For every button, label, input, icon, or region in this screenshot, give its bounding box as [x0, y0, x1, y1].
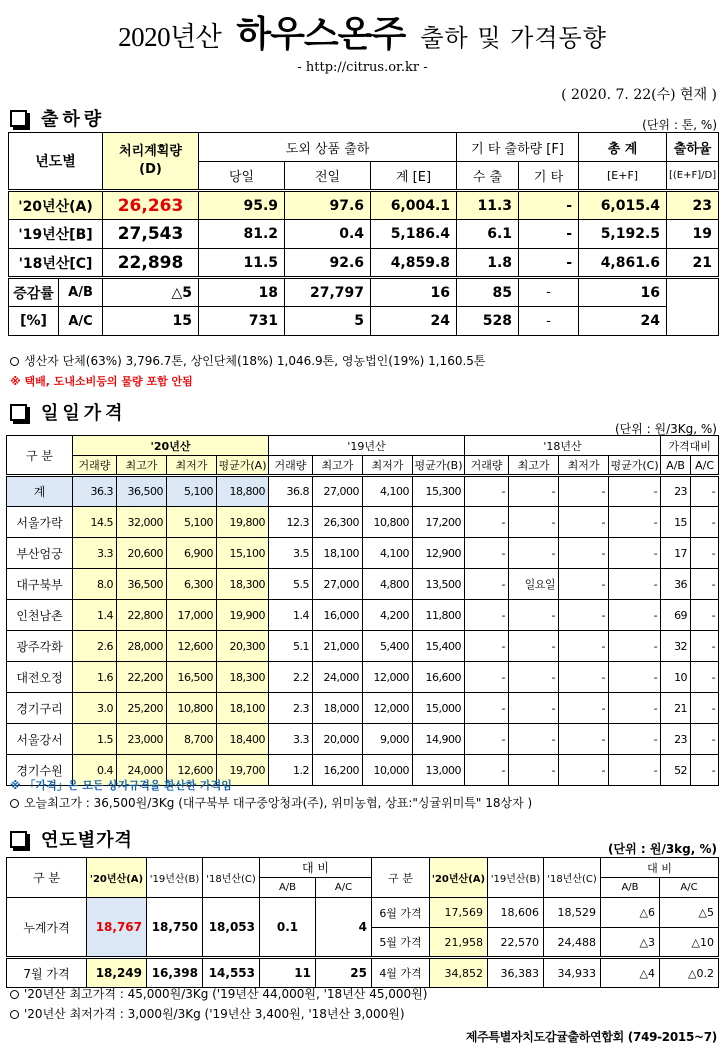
title-brand: 하우스온주 — [236, 14, 406, 55]
cell-v18: - — [465, 724, 509, 755]
title-rest: 출하 및 가격동향 — [420, 24, 607, 52]
cell-ab: 69 — [661, 600, 691, 631]
cell-ab: 15 — [661, 507, 691, 538]
cell-max19: 16,000 — [313, 600, 363, 631]
cell-min19: 9,000 — [363, 724, 413, 755]
cell-min19: 4,100 — [363, 538, 413, 569]
yearly-section-heading: 연도별가격 — [10, 827, 133, 851]
cell-avg18: - — [609, 631, 661, 662]
cell-v19: 3.3 — [269, 724, 313, 755]
yearly-min-note: '20년산 최저가격 : 3,000원/3Kg ('19년산 3,400원, '18년산 3,000원) — [10, 1005, 405, 1022]
cell-v19: 2.3 — [269, 693, 313, 724]
cell-v20: 3.3 — [73, 538, 117, 569]
col-today: 당일 — [199, 162, 285, 191]
cell-max20: 24,000 — [117, 755, 167, 786]
cell-ab: 52 — [661, 755, 691, 786]
cell-avg18: - — [609, 693, 661, 724]
table-row — [7, 724, 719, 755]
cell-max19: 18,000 — [313, 693, 363, 724]
table-row: '19년산[B] 27,543 81.2 0.4 5,186.4 6.1 - 5,192.5 19 — [9, 220, 719, 249]
cell-ac: - — [691, 476, 719, 507]
cell-ac: - — [691, 538, 719, 569]
cell-v19: 36.8 — [269, 476, 313, 507]
cell-avg18: - — [609, 507, 661, 538]
cell-v20: 14.5 — [73, 507, 117, 538]
cell-v20: 36.3 — [73, 476, 117, 507]
cell-avg20: 20,300 — [217, 631, 269, 662]
cell-min20: 16,500 — [167, 662, 217, 693]
cell-max19: 24,000 — [313, 662, 363, 693]
daily-price-table: 구 분 '20년산 '19년산 '18년산 가격대비 거래량 최고가 최저가 평균가(A) 거래량 최고가 최저가 평균가(B) 거래량 최고가 최저가 평균가(C) A/B A/C 계 36.3 36,500 5,100 18,800 36.8 27,000 4,100 15,300 - - - - 23 - 서울가락 14.5 32,000 5,100 19,800 12.3 26,300 10,800 17,200 - - - - 15 - 부산엄궁 3.3 20,600 6,900 15,100 3.5 18,100 4,100 12,900 - - - - 17 - 대구북부 8.0 36,500 6,300 18,300 5.5 27,000 4,800 13,500 - 일요일 - - 36 - 인천남촌 1.4 22,800 17,000 19,900 1.4 16,000 4,200 11,800 - - - - 69 - 광주각화 2.6 28,000 12,600 20,300 5.1 21,000 5,400 15,400 - - - - 32 - 대전오정 1.6 22,200 16,500 18,300 2.2 24,000 12,000 16,600 - - - - 10 - 경기구리 3.0 25,200 10,800 18,100 2.3 18,000 12,000 15,000 - - - - 21 - 서울강서 1.5 23,000 8,700 18,400 3.3 20,000 9,000 14,900 - - - - 23 - 경기수원 0.4 24,000 12,600 19,700 1.2 16,200 10,000 13,000 - - - - 52 - — [6, 435, 719, 786]
table-row: 4월 가격 34,852 36,383 34,933 △4 △0.2 — [372, 958, 719, 988]
cell-avg19: 12,900 — [413, 538, 465, 569]
cell-v19: 5.1 — [269, 631, 313, 662]
cell-avg20: 19,800 — [217, 507, 269, 538]
cell-min19: 10,800 — [363, 507, 413, 538]
table-row: [%] A/C 15 731 5 24 528 - 24 — [9, 307, 719, 336]
col-y20: '20년산 — [73, 436, 269, 456]
cell-v19: 12.3 — [269, 507, 313, 538]
table-row — [7, 631, 719, 662]
cell-ac: - — [691, 569, 719, 600]
table-row — [7, 693, 719, 724]
circle-bullet-icon — [10, 990, 19, 999]
site-url[interactable]: - http://citrus.or.kr - — [297, 60, 428, 75]
cell-max20: 25,200 — [117, 693, 167, 724]
cell-ab: 23 — [661, 724, 691, 755]
cell-v18: - — [465, 662, 509, 693]
cell-min19: 4,800 — [363, 569, 413, 600]
cell-min20: 6,900 — [167, 538, 217, 569]
cell-avg20: 19,700 — [217, 755, 269, 786]
cell-avg19: 16,600 — [413, 662, 465, 693]
col-y18: '18년산 — [465, 436, 661, 456]
cell-v19: 5.5 — [269, 569, 313, 600]
cell-market: 경기수원 — [7, 755, 73, 786]
cell-max20: 22,200 — [117, 662, 167, 693]
cell-avg18: - — [609, 662, 661, 693]
cell-max20: 36,500 — [117, 476, 167, 507]
cell-market: 대전오정 — [7, 662, 73, 693]
cell-avg19: 15,300 — [413, 476, 465, 507]
circle-bullet-icon — [10, 357, 19, 366]
cell-v18: - — [465, 476, 509, 507]
table-row — [7, 569, 719, 600]
cell-max20: 22,800 — [117, 600, 167, 631]
cell-min19: 4,200 — [363, 600, 413, 631]
cell-market: 부산엄궁 — [7, 538, 73, 569]
cell-avg18: - — [609, 538, 661, 569]
table-row — [7, 538, 719, 569]
col-compare: 가격대비 — [661, 436, 719, 456]
table-row: '20년산(A) 26,263 95.9 97.6 6,004.1 11.3 - 6,015.4 23 — [9, 191, 719, 220]
cell-max18: - — [509, 662, 559, 693]
cell-min18: - — [559, 507, 609, 538]
cell-max18: - — [509, 507, 559, 538]
cell-avg19: 13,500 — [413, 569, 465, 600]
cell-market: 서울강서 — [7, 724, 73, 755]
col-export: 수 출 — [457, 162, 519, 191]
col-outside: 도외 상품 출하 — [199, 133, 457, 162]
cell-max18: - — [509, 476, 559, 507]
cell-avg19: 15,400 — [413, 631, 465, 662]
cell-avg20: 18,300 — [217, 569, 269, 600]
table-row: 누계가격 18,767 18,750 18,053 0.1 4 — [7, 898, 372, 958]
cell-min20: 8,700 — [167, 724, 217, 755]
cell-avg20: 15,100 — [217, 538, 269, 569]
cell-min18: - — [559, 538, 609, 569]
cell-v18: - — [465, 507, 509, 538]
cell-v19: 1.2 — [269, 755, 313, 786]
cell-ac: - — [691, 631, 719, 662]
cell-min18: - — [559, 724, 609, 755]
cell-v18: - — [465, 755, 509, 786]
cell-max19: 27,000 — [313, 476, 363, 507]
col-sum: 계 [E] — [371, 162, 457, 191]
col-yesterday: 전일 — [285, 162, 371, 191]
col-year: 년도별 — [9, 133, 103, 191]
title-year: 2020년산 — [118, 22, 222, 52]
col-etc: 기 타 — [519, 162, 579, 191]
daily-unit: (단위 : 원/3Kg, %) — [614, 422, 717, 436]
cell-v18: - — [465, 538, 509, 569]
cell-v19: 1.4 — [269, 600, 313, 631]
table-row: 7월 가격 18,249 16,398 14,553 11 25 — [7, 958, 372, 988]
table-row: 6월 가격 17,569 18,606 18,529 △6 △5 — [372, 898, 719, 928]
table-row: 5월 가격 21,958 22,570 24,488 △3 △10 — [372, 928, 719, 958]
table-row — [7, 507, 719, 538]
cell-ab: 21 — [661, 693, 691, 724]
cell-max18: - — [509, 755, 559, 786]
cell-min18: - — [559, 755, 609, 786]
cell-min19: 12,000 — [363, 662, 413, 693]
cell-avg20: 19,900 — [217, 600, 269, 631]
cell-min20: 12,600 — [167, 755, 217, 786]
col-rate-sub: [(E+F]/D] — [667, 162, 719, 191]
cell-max20: 20,600 — [117, 538, 167, 569]
cell-max20: 32,000 — [117, 507, 167, 538]
cell-v18: - — [465, 693, 509, 724]
cell-max18: - — [509, 724, 559, 755]
cell-avg19: 11,800 — [413, 600, 465, 631]
cell-market: 대구북부 — [7, 569, 73, 600]
cell-v20: 0.4 — [73, 755, 117, 786]
as-of-date: ( 2020. 7. 22(수) 현재 ) — [561, 87, 717, 103]
cell-avg20: 18,400 — [217, 724, 269, 755]
cell-v18: - — [465, 631, 509, 662]
cell-min18: - — [559, 693, 609, 724]
col-rate: 출하율 — [667, 133, 719, 162]
cell-avg18: - — [609, 600, 661, 631]
cell-max19: 27,000 — [313, 569, 363, 600]
cell-v19: 3.5 — [269, 538, 313, 569]
cell-avg20: 18,800 — [217, 476, 269, 507]
col-total-sub: [E+F] — [579, 162, 667, 191]
cell-ab: 10 — [661, 662, 691, 693]
exclusion-note: ※ 택배, 도내소비등의 물량 포함 안됨 — [10, 375, 193, 388]
cell-ac: - — [691, 724, 719, 755]
cell-max20: 28,000 — [117, 631, 167, 662]
cell-v18: - — [465, 569, 509, 600]
cell-avg19: 17,200 — [413, 507, 465, 538]
yearly-price-table-left: 구 분 '20년산(A) '19년산(B) '18년산(C) 대 비 A/B A/C 누계가격 18,767 18,750 18,053 0.1 4 7월 가격 18,249 16,398 14,553 11 25 — [6, 857, 372, 988]
cell-min19: 5,400 — [363, 631, 413, 662]
shipment-table — [8, 132, 719, 336]
cell-min19: 4,100 — [363, 476, 413, 507]
cell-market: 경기구리 — [7, 693, 73, 724]
cell-min20: 17,000 — [167, 600, 217, 631]
report-title — [0, 6, 725, 62]
cell-avg20: 18,100 — [217, 693, 269, 724]
col-total: 총 계 — [579, 133, 667, 162]
circle-bullet-icon — [10, 799, 19, 808]
publisher-footer: 제주특별자치도감귤출하연합회 (749-2015~7) — [465, 1030, 717, 1044]
cell-avg20: 18,300 — [217, 662, 269, 693]
cell-ab: 36 — [661, 569, 691, 600]
cell-avg18: - — [609, 476, 661, 507]
cell-market: 서울가락 — [7, 507, 73, 538]
cell-market: 광주각화 — [7, 631, 73, 662]
cell-v18: - — [465, 600, 509, 631]
checkbox-square-icon — [10, 404, 27, 421]
table-row — [7, 600, 719, 631]
col-plan: 처리계획량 (D) — [103, 133, 199, 191]
cell-min20: 5,100 — [167, 476, 217, 507]
price-note: ※ 「가격」은 모든 상자규격을 환산한 가격임 — [10, 779, 232, 792]
cell-min18: - — [559, 662, 609, 693]
producer-note: 생산자 단체(63%) 3,796.7톤, 상인단체(18%) 1,046.9톤, 영농법인(19%) 1,160.5톤 — [10, 352, 486, 369]
cell-v20: 2.6 — [73, 631, 117, 662]
cell-min18: - — [559, 600, 609, 631]
cell-avg19: 15,000 — [413, 693, 465, 724]
cell-market: 인천남촌 — [7, 600, 73, 631]
cell-v19: 2.2 — [269, 662, 313, 693]
cell-min19: 12,000 — [363, 693, 413, 724]
cell-ac: - — [691, 693, 719, 724]
cell-max19: 16,200 — [313, 755, 363, 786]
col-other: 기 타 출하량 [F] — [457, 133, 579, 162]
cell-v20: 1.6 — [73, 662, 117, 693]
table-row: '18년산[C] 22,898 11.5 92.6 4,859.8 1.8 - 4,861.6 21 — [9, 249, 719, 278]
shipment-unit: (단위 : 톤, %) — [642, 118, 717, 132]
cell-min18: - — [559, 476, 609, 507]
cell-max19: 21,000 — [313, 631, 363, 662]
table-row: 증감률 A/B △5 18 27,797 16 85 - 16 — [9, 278, 719, 307]
cell-ac: - — [691, 507, 719, 538]
checkbox-square-icon — [10, 831, 27, 848]
cell-avg18: - — [609, 724, 661, 755]
cell-avg19: 14,900 — [413, 724, 465, 755]
shipment-section-heading: 출하량 — [10, 106, 105, 130]
col-y19: '19년산 — [269, 436, 465, 456]
cell-v20: 8.0 — [73, 569, 117, 600]
cell-max19: 18,100 — [313, 538, 363, 569]
cell-max18: - — [509, 631, 559, 662]
cell-market: 계 — [7, 476, 73, 507]
cell-ab: 23 — [661, 476, 691, 507]
cell-avg18: - — [609, 569, 661, 600]
today-max-note: 오늘최고가 : 36,500원/3Kg (대구북부 대구중앙청과(주), 위미농협, 상표:"싱귤위미특" 18상자 ) — [10, 794, 532, 811]
cell-ab: 17 — [661, 538, 691, 569]
yearly-max-note: '20년산 최고가격 : 45,000원/3Kg ('19년산 44,000원, '18년산 45,000원) — [10, 985, 427, 1002]
cell-max18: 일요일 — [509, 569, 559, 600]
cell-min18: - — [559, 569, 609, 600]
cell-min20: 10,800 — [167, 693, 217, 724]
cell-ac: - — [691, 662, 719, 693]
cell-max19: 26,300 — [313, 507, 363, 538]
table-row — [7, 662, 719, 693]
cell-v20: 1.4 — [73, 600, 117, 631]
cell-min20: 5,100 — [167, 507, 217, 538]
daily-section-heading: 일일가격 — [10, 400, 127, 424]
checkbox-square-icon — [10, 110, 27, 127]
cell-avg19: 13,000 — [413, 755, 465, 786]
cell-min20: 12,600 — [167, 631, 217, 662]
cell-max20: 36,500 — [117, 569, 167, 600]
yearly-unit: (단위 : 원/3kg, %) — [608, 842, 717, 856]
col-gubun: 구 분 — [7, 436, 73, 476]
cell-ac: - — [691, 600, 719, 631]
cell-min18: - — [559, 631, 609, 662]
cell-v20: 1.5 — [73, 724, 117, 755]
cell-max18: - — [509, 600, 559, 631]
cell-ab: 32 — [661, 631, 691, 662]
cell-max19: 20,000 — [313, 724, 363, 755]
cell-avg18: - — [609, 755, 661, 786]
circle-bullet-icon — [10, 1010, 19, 1019]
cell-ac: - — [691, 755, 719, 786]
cell-min20: 6,300 — [167, 569, 217, 600]
table-row — [7, 476, 719, 507]
yearly-price-table-right: 구 분 '20년산(A) '19년산(B) '18년산(C) 대 비 A/B A/C 6월 가격 17,569 18,606 18,529 △6 △5 5월 가격 21,958 22,570 24,488 △3 △10 4월 가격 34,852 36,383 34,933 △4 △0.2 — [371, 857, 719, 988]
cell-max20: 23,000 — [117, 724, 167, 755]
cell-max18: - — [509, 693, 559, 724]
cell-v20: 3.0 — [73, 693, 117, 724]
cell-max18: - — [509, 538, 559, 569]
cell-min19: 10,000 — [363, 755, 413, 786]
